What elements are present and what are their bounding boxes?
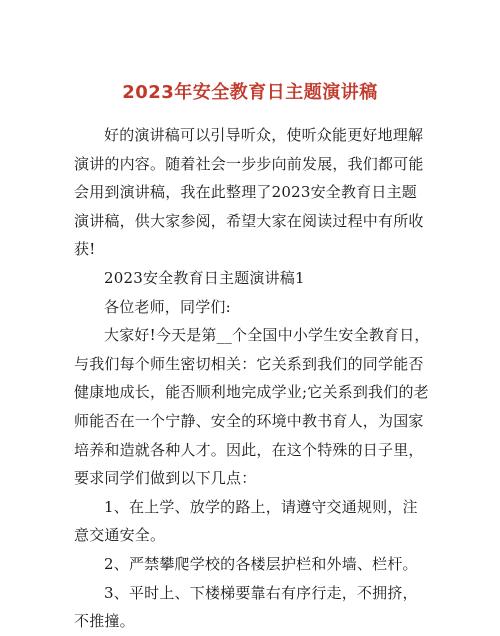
rule-item-3: 3、平时上、下楼梯要靠右有序行走，不拥挤，不推撞。 (74, 583, 418, 631)
rule-item-2: 2、严禁攀爬学校的各楼层护栏和外墙、栏杆。 (104, 554, 418, 573)
speech-paragraph: 大家好!今天是第__个全国中小学生安全教育日，与我们每个师生密切相关：它关系到我们的同学能否健康地成长，能否顺利地完成学业;它关系到我们的老师能否在一个宁静、安全的环境中教书育人，为国家培养和造就各种人才。因此，在这个特殊的日子里，要求同学们做到以下几点： (74, 326, 430, 488)
document-title: 2023年安全教育日主题演讲稿 (122, 82, 378, 103)
rule-item-1: 1、在上学、放学的路上，请遵守交通规则，注意交通安全。 (74, 497, 418, 545)
greeting-paragraph: 各位老师，同学们: (104, 297, 231, 316)
intro-paragraph: 好的演讲稿可以引导听众，使听众能更好地理解演讲的内容。随着社会一步步向前发展，我们都可能会用到演讲稿，我在此整理了2023安全教育日主题演讲稿，供大家参阅，希望大家在阅读过程中有所收获! (74, 126, 424, 259)
document-body (74, 121, 432, 636)
section-heading: 2023安全教育日主题演讲稿1 (104, 268, 305, 287)
